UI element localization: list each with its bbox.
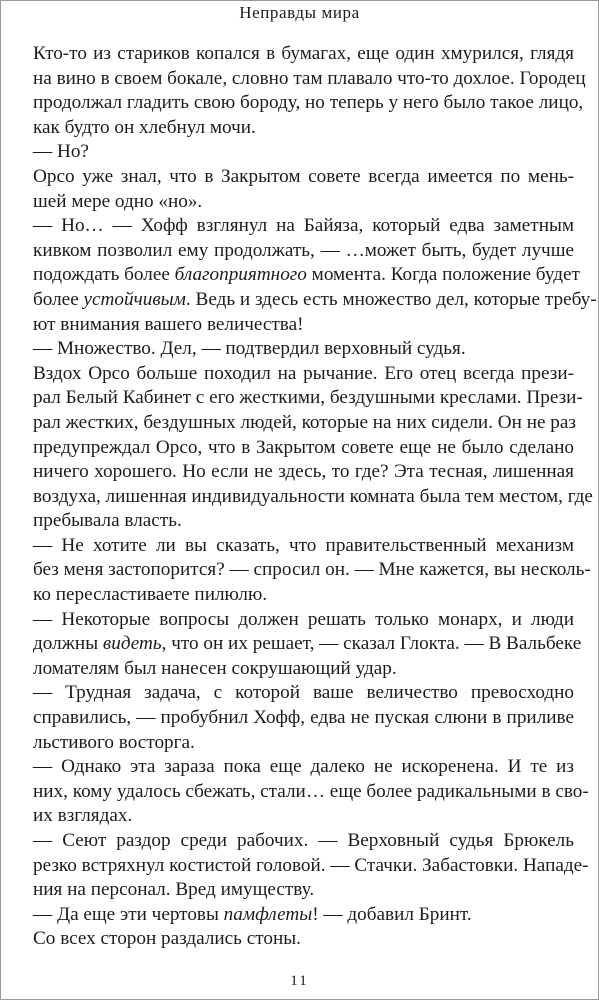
text-line: справились, — пробубнил Хофф, едва не пуская слюни в приливе xyxy=(33,707,574,729)
text-line: их взглядах. xyxy=(33,805,133,827)
text-line: ломателям был нанесен сокрушающий удар. xyxy=(33,657,397,679)
text-line: них, кому удалось сбежать, стали… еще более радикальными в сво- xyxy=(33,780,589,802)
running-head: Неправды мира xyxy=(239,3,360,22)
body-text xyxy=(33,42,597,952)
text-line: — Да еще эти чертовы памфлеты! — добавил Бринт. xyxy=(33,903,472,925)
text-line: — Трудная задача, с которой ваше величество превосходно xyxy=(33,682,574,704)
text-line: продолжал гладить свою бороду, но теперь у него было такое лицо, xyxy=(33,92,584,114)
text-line: резко встряхнул костистой головой. — Стачки. Забастовки. Нападе- xyxy=(33,854,589,876)
text-line: рал Белый Кабинет с его жесткими, бездушными креслами. Прези- xyxy=(33,387,583,409)
page-number: 11 xyxy=(290,973,309,989)
text-line: должны видеть, что он их решает, — сказал Глокта. — В Вальбеке xyxy=(33,633,582,655)
text-line: — Сеют раздор среди рабочих. — Верховный судья Брюкель xyxy=(33,830,574,851)
text-line: льстивого восторга. xyxy=(33,731,195,753)
text-line: как будто он хлебнул мочи. xyxy=(33,116,256,138)
text-line: Со всех сторон раздались стоны. xyxy=(33,928,301,950)
text-line: — Некоторые вопросы должен решать только монарх, и люди xyxy=(33,608,574,630)
text-line: воздуха, лишенная индивидуальности комната была тем местом, где xyxy=(33,485,593,507)
text-line: без меня застопорится? — спросил он. — Мне кажется, вы несколь- xyxy=(33,559,591,581)
text-line: Орсо уже знал, что в Закрытом совете всегда имеется по мень- xyxy=(33,165,574,187)
text-line: ния на персонал. Вред имуществу. xyxy=(33,879,315,901)
text-line: — Не хотите ли вы сказать, что правительственный механизм xyxy=(33,534,574,556)
text-line: ко пересластиваете пилюлю. xyxy=(33,584,268,606)
text-line: более устойчивым. Ведь и здесь есть множество дел, которые требу- xyxy=(33,288,597,310)
text-line: — Однако эта зараза пока еще далеко не искоренена. И те из xyxy=(33,756,574,778)
text-line: — Множество. Дел, — подтвердил верховный судья. xyxy=(33,338,466,360)
text-line: Кто-то из стариков копался в бумагах, еще один хмурился, глядя xyxy=(33,43,574,64)
text-line: ничего хорошего. Но если не здесь, то где? Эта тесная, лишенная xyxy=(33,461,574,483)
text-line: пребывала власть. xyxy=(33,510,182,532)
text-line: шей мере одно «но». xyxy=(33,190,203,212)
text-line: Вздох Орсо больше походил на рычание. Его отец всегда прези- xyxy=(33,362,574,384)
text-line: — Но? xyxy=(33,141,89,163)
text-line: подождать более благоприятного момента. Когда положение будет xyxy=(33,264,580,286)
text-line: кивком позволил ему продолжать, — …может быть, будет лучше xyxy=(33,239,574,261)
text-line: рал жестких, бездушных людей, которые на них сидели. Он не раз xyxy=(33,411,576,433)
text-line: предупреждал Орсо, что в Закрытом совете еще не было сделано xyxy=(33,436,574,458)
text-line: ют внимания вашего величества! xyxy=(33,313,304,335)
text-line: на вино в своем бокале, словно там плавало что-то дохлое. Городец xyxy=(33,67,586,89)
text-line: — Но… — Хофф взглянул на Байяза, который едва заметным xyxy=(33,215,574,237)
